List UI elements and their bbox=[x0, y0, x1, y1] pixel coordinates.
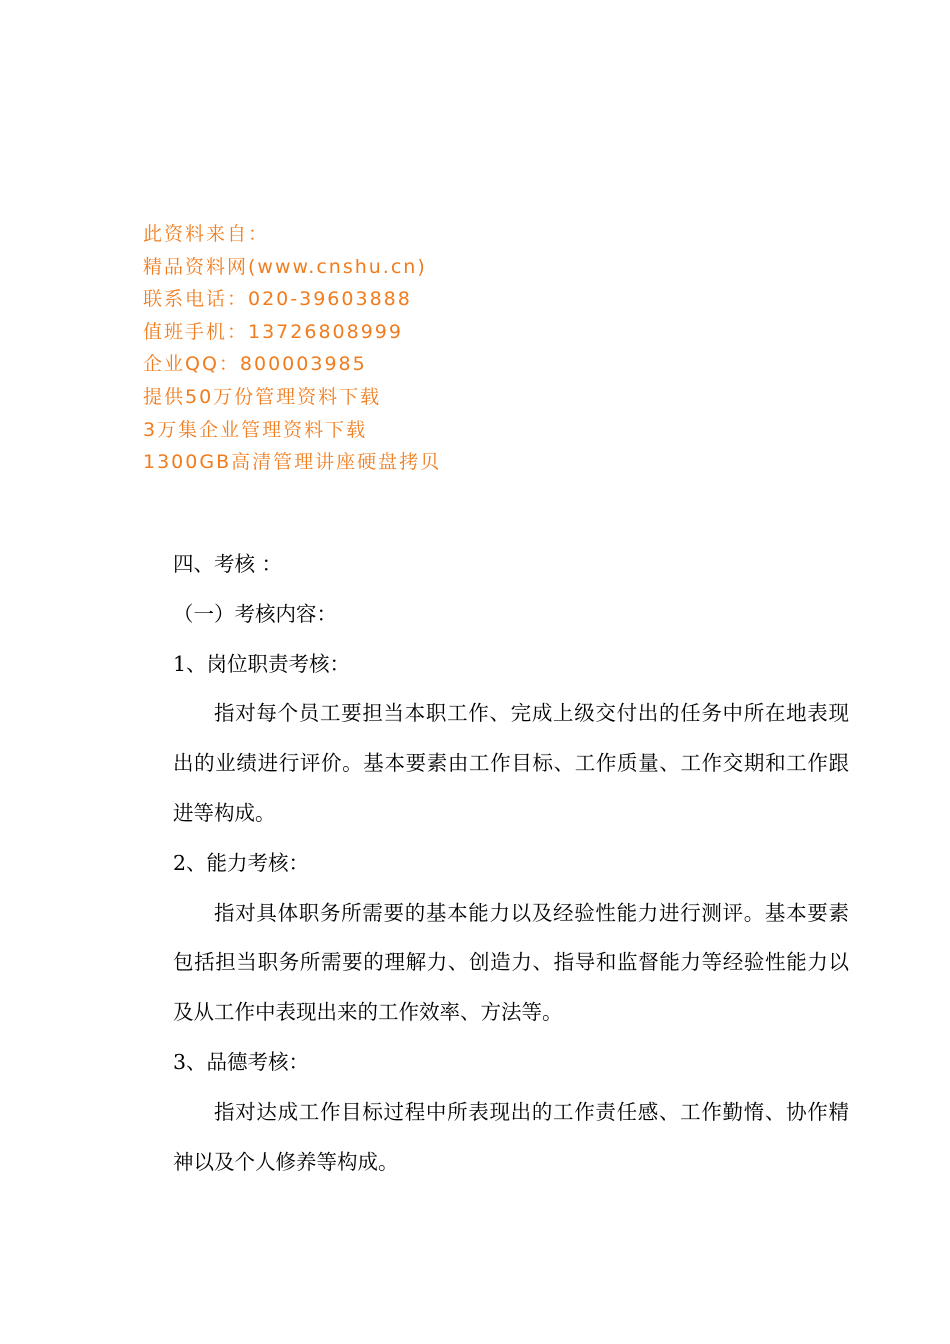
subsection-title: （一）考核内容： bbox=[173, 601, 337, 626]
ad-line-offer-3: 1300GB高清管理讲座硬盘拷贝 bbox=[143, 451, 442, 474]
ad-line-phone: 联系电话：020-39603888 bbox=[143, 288, 412, 311]
item-body-ability: 指对具体职务所需要的基本能力以及经验性能力进行测评。基本要素包括担当职务所需要的理解力、创造力、指导和监督能力等经验性能力以及从工作中表现出来的工作效率、方法等。 bbox=[173, 900, 849, 1025]
ad-line-offer-1: 提供50万份管理资料下载 bbox=[143, 385, 382, 408]
ad-line-offer-2: 3万集企业管理资料下载 bbox=[143, 418, 368, 441]
item-body-job-duty: 指对每个员工要担当本职工作、完成上级交付出的任务中所在地表现出的业绩进行评价。基本要素由工作目标、工作质量、工作交期和工作跟进等构成。 bbox=[173, 701, 849, 825]
item-heading-ability: 2、能力考核： bbox=[173, 850, 310, 875]
document-body bbox=[173, 540, 849, 1187]
item-body-character: 指对达成工作目标过程中所表现出的工作责任感、工作勤惰、协作精神以及个人修养等构成。 bbox=[173, 1099, 849, 1174]
item-heading-job-duty: 1、岗位职责考核： bbox=[173, 651, 351, 676]
item-heading-character: 3、品德考核： bbox=[173, 1049, 310, 1074]
ad-line-source: 此资料来自： bbox=[143, 223, 270, 245]
section-title: 四、考核 ： bbox=[173, 552, 283, 576]
source-advertisement bbox=[143, 218, 643, 479]
ad-line-mobile: 值班手机：13726808999 bbox=[143, 320, 403, 343]
ad-line-qq: 企业QQ：800003985 bbox=[143, 353, 367, 376]
ad-line-website: 精品资料网(www.cnshu.cn) bbox=[143, 255, 427, 278]
